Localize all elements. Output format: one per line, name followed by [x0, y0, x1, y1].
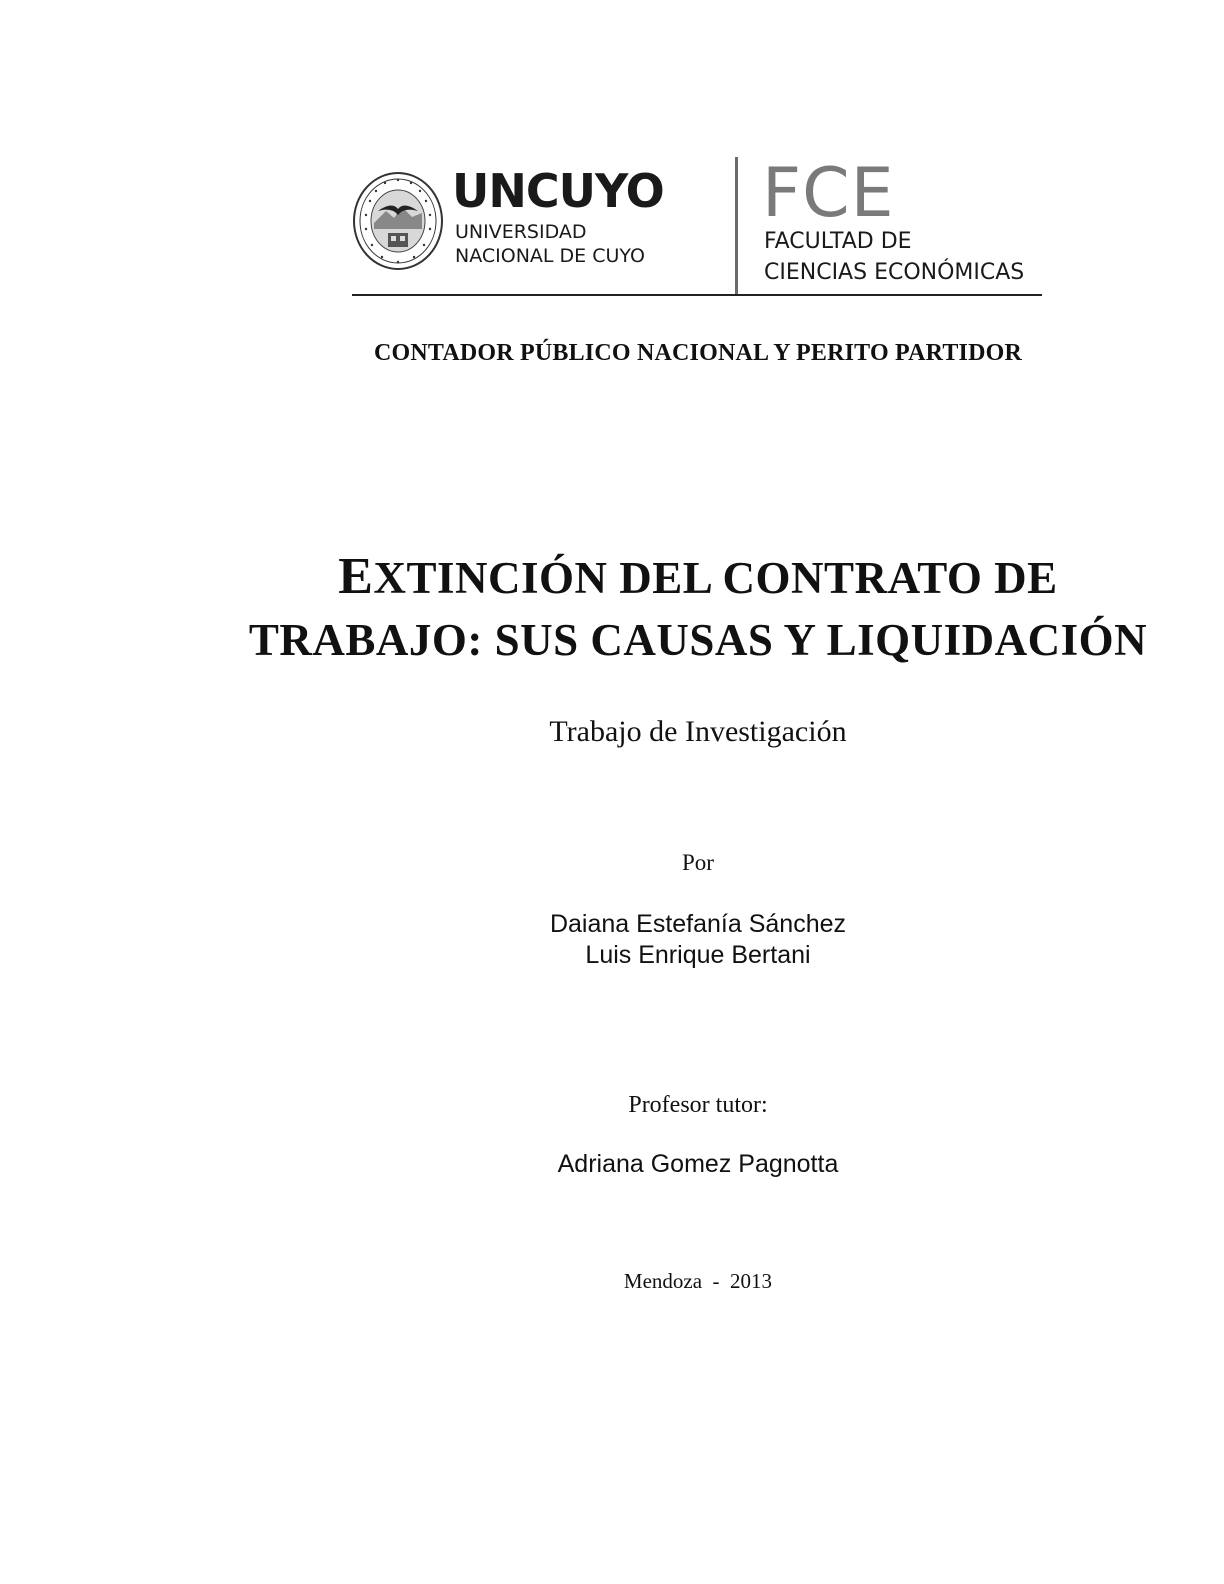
logo-divider [735, 157, 738, 294]
title-line-1 [0, 546, 1224, 609]
document-subtitle: Trabajo de Investigación [549, 715, 847, 748]
title-line-1-rest: XTINCIÓN DEL CONTRATO DE [373, 553, 1058, 603]
university-name-line2: NACIONAL DE CUYO [455, 245, 645, 267]
uncuyo-wordmark: UNCUYO [452, 164, 664, 218]
title-initial: E [338, 548, 374, 605]
university-name-line1: UNIVERSIDAD [455, 221, 587, 243]
header-rule [352, 294, 1042, 296]
program-name: CONTADOR PÚBLICO NACIONAL Y PERITO PARTIDOR [373, 340, 1023, 366]
authors-list [0, 909, 1224, 971]
faculty-name-line2: CIENCIAS ECONÓMICAS [764, 260, 1025, 285]
tutor-name: Adriana Gomez Pagnotta [557, 1150, 839, 1178]
title-line-2: TRABAJO: SUS CAUSAS Y LIQUIDACIÓN [248, 615, 1148, 665]
faculty-name-line1: FACULTAD DE [764, 229, 912, 254]
university-seal-logo [352, 171, 444, 271]
tutor-label: Profesor tutor: [628, 1092, 768, 1118]
author-name: Daiana Estefanía Sánchez [549, 910, 847, 938]
by-label: Por [682, 850, 714, 875]
fce-wordmark: FCE [762, 154, 895, 233]
place-date: Mendoza - 2013 [623, 1269, 773, 1293]
document-title [0, 546, 1224, 671]
author-name: Luis Enrique Bertani [585, 941, 811, 969]
